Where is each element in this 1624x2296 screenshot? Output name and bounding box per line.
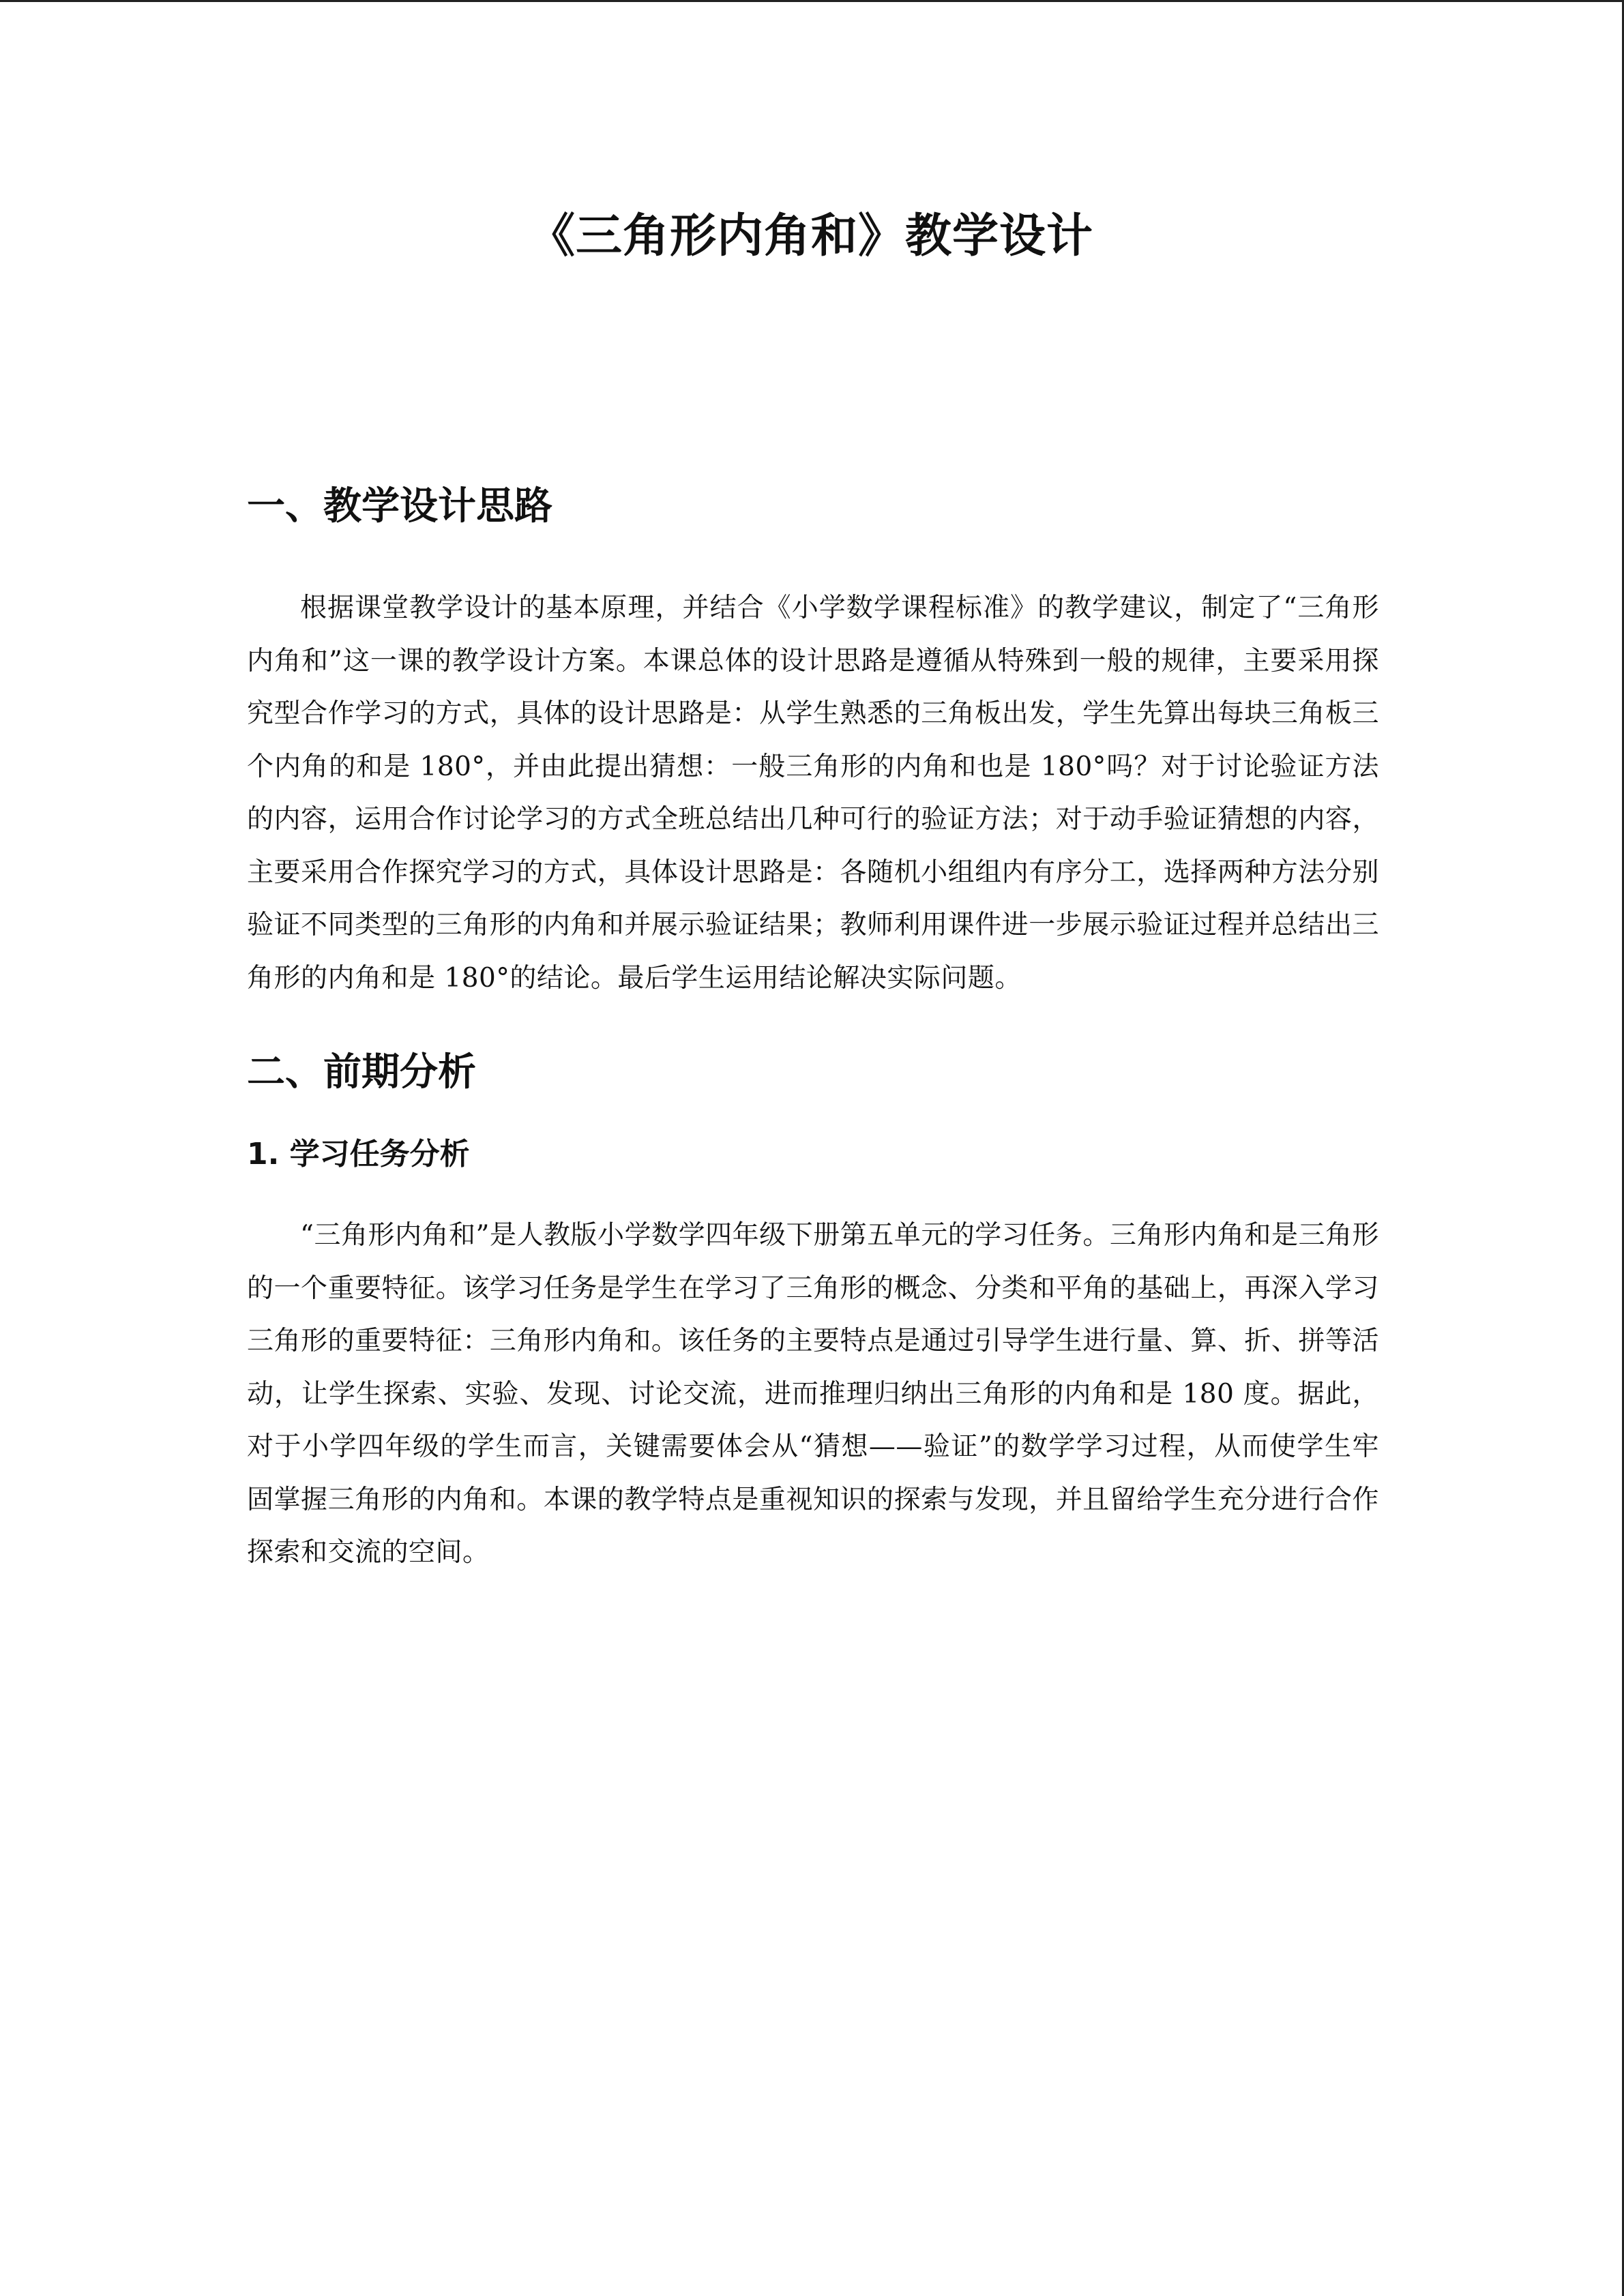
spacer <box>247 1107 1379 1120</box>
subsection-heading-learning-task: 1. 学习任务分析 <box>247 1137 470 1172</box>
spacer <box>247 1004 1379 1039</box>
paragraph-design-approach: 根据课堂教学设计的基本原理，并结合《小学数学课程标准》的教学建议，制定了“三角形内角和”这一课的教学设计方案。本课总体的设计思路是遵循从特殊到一般的规律，主要采用探究型合作学习的方式，具体的设计思路是：从学生熟悉的三角板出发，学生先算出每块三角板三个内角的和是 180°，并由此提出猜想：一般三角形的内角和也是 180°吗？对于讨论验证方法的内容，运用合作讨论学习的方式全班总结出几种可行的验证方法；对于动手验证猜想的内容，主要采用合作探究学习的方式，具体设计思路是：各随机小组组内有序分工，选择两种方法分别验证不同类型的三角形的内角和并展示验证结果；教师利用课件进一步展示验证过程并总结出三角形的内角和是 180°的结论。最后学生运用结论解决实际问题。 <box>247 593 1379 994</box>
document-body <box>247 473 1379 1579</box>
section-heading-design-approach: 一、教学设计思路 <box>247 484 552 528</box>
document-title: 《三角形内角和》教学设计 <box>528 209 1093 263</box>
spacer <box>247 541 1379 582</box>
section-heading-preliminary-analysis: 二、前期分析 <box>247 1050 476 1094</box>
paragraph-learning-task: “三角形内角和”是人教版小学数学四年级下册第五单元的学习任务。三角形内角和是三角形的一个重要特征。该学习任务是学生在学习了三角形的概念、分类和平角的基础上，再深入学习三角形的重要特征：三角形内角和。该任务的主要特点是通过引导学生进行量、算、折、拼等活动，让学生探索、实验、发现、讨论交流，进而推理归纳出三角形的内角和是 180 度。据此，对于小学四年级的学生而言，关键需要体会从“猜想——验证”的数学学习过程，从而使学生牢固掌握三角形的内角和。本课的教学特点是重视知识的探索与发现，并且留给学生充分进行合作探索和交流的空间。 <box>247 1220 1379 1568</box>
spacer <box>247 1189 1379 1209</box>
